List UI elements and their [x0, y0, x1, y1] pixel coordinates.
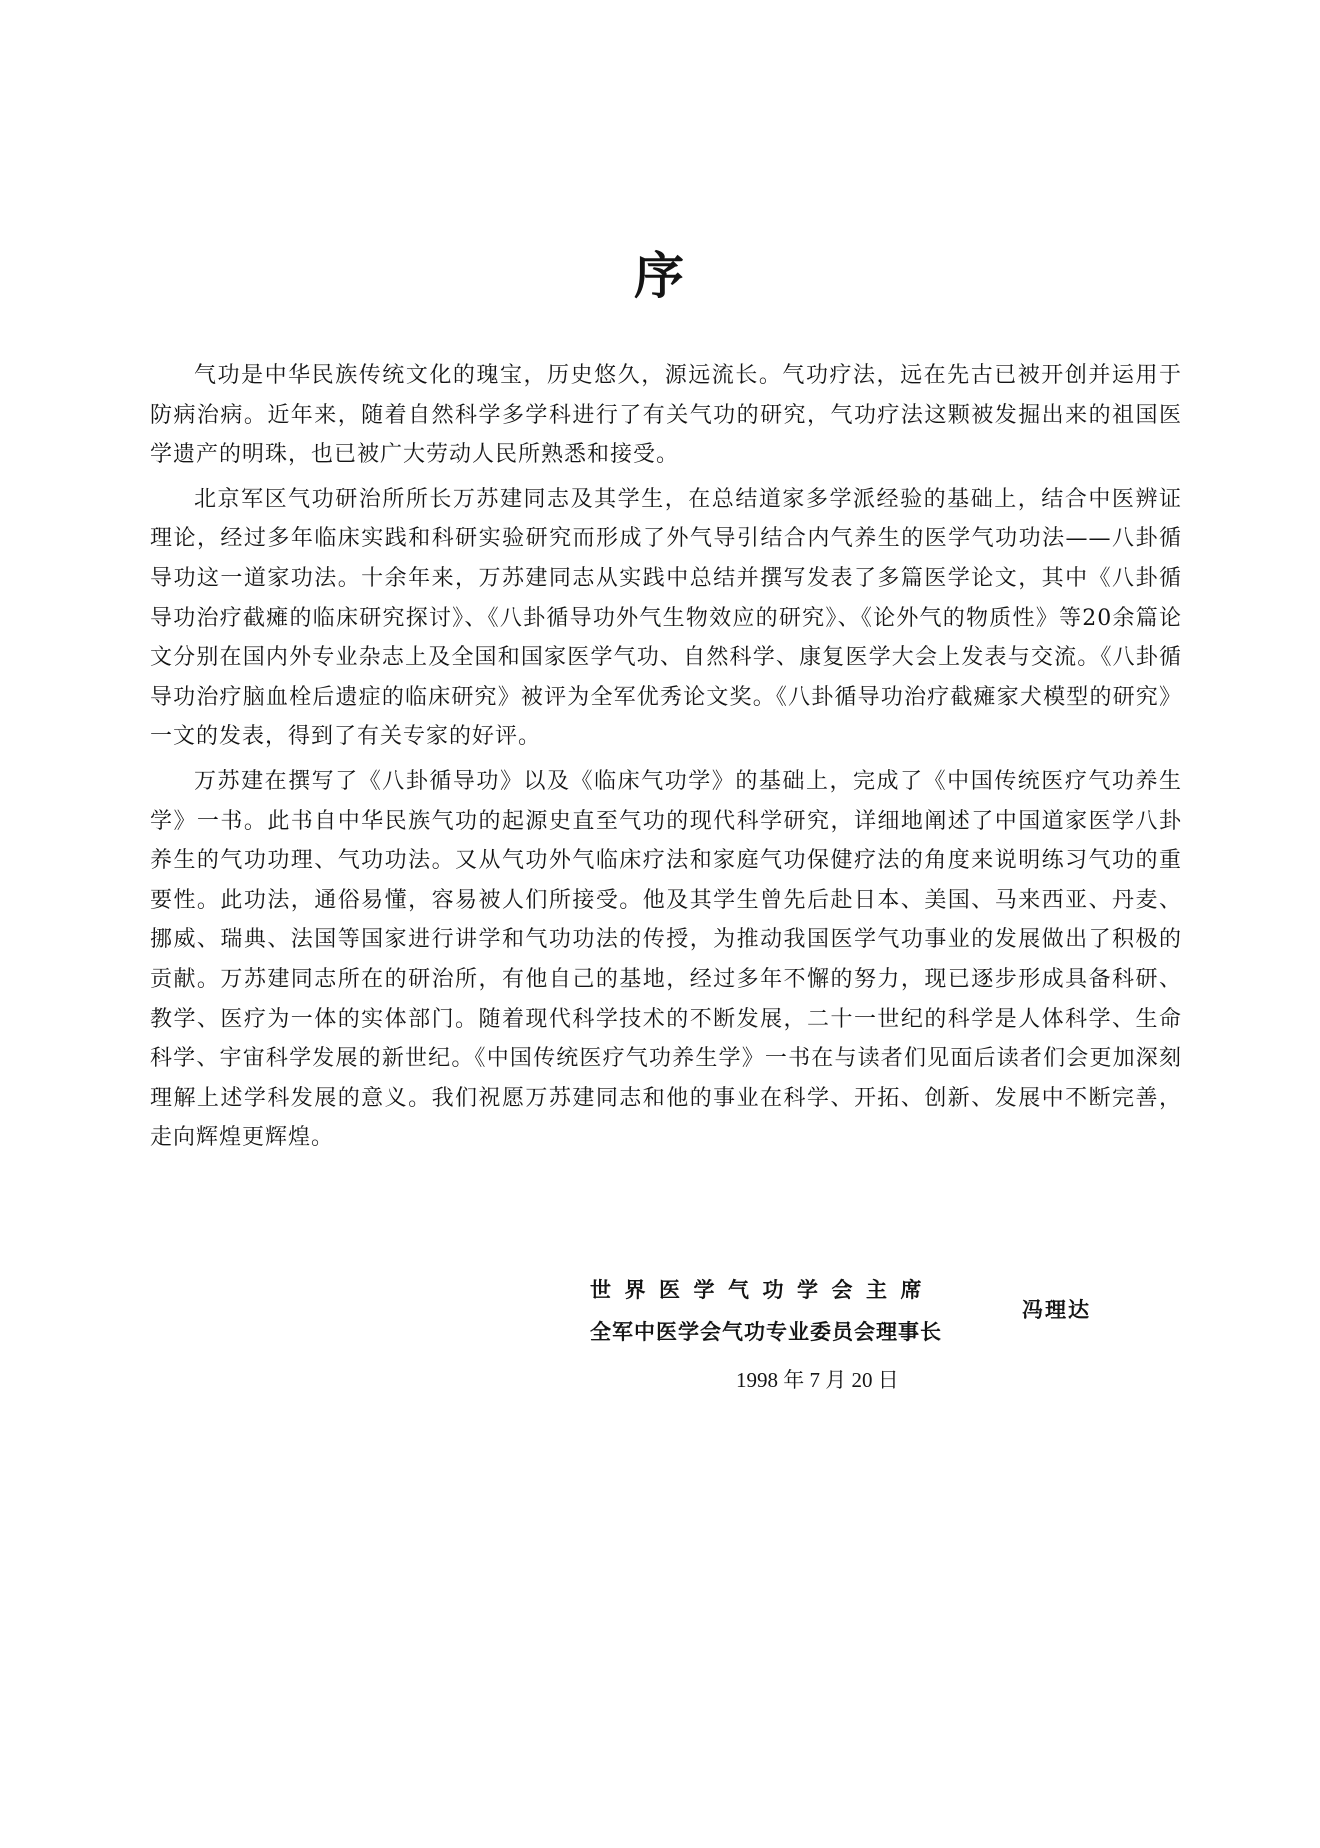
paragraph-3: 万苏建在撰写了《八卦循导功》以及《临床气功学》的基础上，完成了《中国传统医疗气功养生学》一书。此书自中华民族气功的起源史直至气功的现代科学研究，详细地阐述了中国道家医学八卦养生的气功功理、气功功法。又从气功外气临床疗法和家庭气功保健疗法的角度来说明练习气功的重要性。此功法，通俗易懂，容易被人们所接受。他及其学生曾先后赴日本、美国、马来西亚、丹麦、挪威、瑞典、法国等国家进行讲学和气功功法的传授，为推动我国医学气功事业的发展做出了积极的贡献。万苏建同志所在的研治所，有他自己的基地，经过多年不懈的努力，现已逐步形成具备科研、教学、医疗为一体的实体部门。随着现代科学技术的不断发展，二十一世纪的科学是人体科学、生命科学、宇宙科学发展的新世纪。《中国传统医疗气功养生学》一书在与读者们见面后读者们会更加深刻理解上述学科发展的意义。我们祝愿万苏建同志和他的事业在科学、开拓、创新、发展中不断完善，走向辉煌更辉煌。: [150, 768, 1182, 1151]
signature-block: [590, 1274, 1130, 1414]
signature-date: 1998 年 7 月 20 日: [736, 1368, 899, 1392]
signatory-name: 冯理达: [1022, 1298, 1091, 1322]
page-title: 序: [634, 247, 686, 305]
paragraph-2: 北京军区气功研治所所长万苏建同志及其学生，在总结道家多学派经验的基础上，结合中医辨证理论，经过多年临床实践和科研实验研究而形成了外气导引结合内气养生的医学气功功法——八卦循导功这一道家功法。十余年来，万苏建同志从实践中总结并撰写发表了多篇医学论文，其中《八卦循导功治疗截瘫的临床研究探讨》、《八卦循导功外气生物效应的研究》、《论外气的物质性》等20余篇论文分别在国内外专业杂志上及全国和国家医学气功、自然科学、康复医学大会上发表与交流。《八卦循导功治疗脑血栓后遗症的临床研究》被评为全军优秀论文奖。《八卦循导功治疗截瘫家犬模型的研究》一文的发表，得到了有关专家的好评。: [150, 486, 1182, 750]
signatory-title-2: 全军中医学会气功专业委员会理事长: [590, 1320, 942, 1344]
paragraph-1: 气功是中华民族传统文化的瑰宝，历史悠久，源远流长。气功疗法，远在先古已被开创并运用于防病治病。近年来，随着自然科学多学科进行了有关气功的研究，气功疗法这颗被发掘出来的祖国医学遗产的明珠，也已被广大劳动人民所熟悉和接受。: [150, 363, 1182, 468]
preface-body: [150, 356, 1182, 1163]
signatory-title-1: 世界医学气功学会主席: [590, 1278, 935, 1302]
